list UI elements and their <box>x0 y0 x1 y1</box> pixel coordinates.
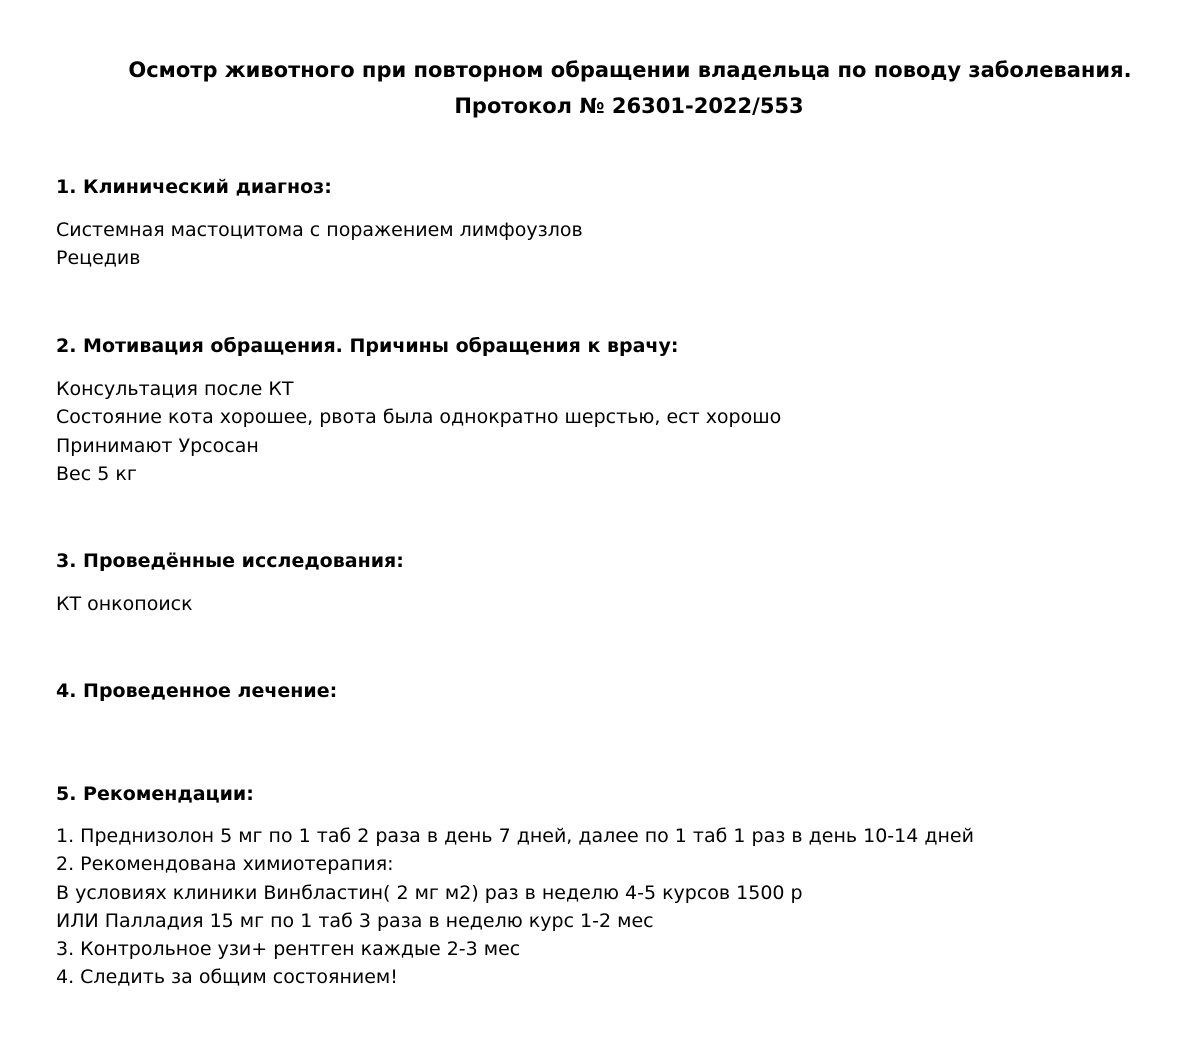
section-heading-studies: 3. Проведённые исследования: <box>56 550 404 572</box>
section-heading-diagnosis: 1. Клинический диагноз: <box>56 176 332 198</box>
section-heading-motivation: 2. Мотивация обращения. Причины обращения к врачу: <box>56 335 679 357</box>
section-body-motivation <box>56 375 781 488</box>
text-line: Консультация после КТ <box>56 378 294 400</box>
text-line: КТ онкопоиск <box>56 593 193 615</box>
section-body-diagnosis <box>56 216 583 273</box>
text-line: 2. Рекомендована химиотерапия: <box>56 853 394 876</box>
section-body-recommendations <box>56 822 974 992</box>
text-line: ИЛИ Палладия 15 мг по 1 таб 3 раза в неделю курс 1-2 мес <box>56 909 654 932</box>
text-line: 3. Контрольное узи+ рентген каждые 2-3 мес <box>56 938 521 961</box>
text-line: Вес 5 кг <box>56 462 137 485</box>
text-line: Состояние кота хорошее, рвота была однократно шерстью, ест хорошо <box>56 406 782 429</box>
section-body-studies <box>56 590 193 618</box>
text-line: 4. Следить за общим состоянием! <box>56 966 398 989</box>
document-title: Осмотр животного при повторном обращении владельца по поводу заболевания. <box>128 58 1132 82</box>
text-line: Системная мастоцитома с поражением лимфоузлов <box>56 219 583 241</box>
section-heading-recommendations: 5. Рекомендации: <box>56 783 254 805</box>
text-line: В условиях клиники Винбластин( 2 мг м2) раз в неделю 4-5 курсов 1500 р <box>56 881 803 904</box>
text-line: 1. Преднизолон 5 мг по 1 таб 2 раза в день 7 дней, далее по 1 таб 1 раз в день 10-14 дней <box>56 825 974 847</box>
protocol-number: Протокол № 26301-2022/553 <box>454 94 804 118</box>
section-heading-treatment: 4. Проведенное лечение: <box>56 680 338 702</box>
text-line: Принимают Урсосан <box>56 434 259 457</box>
text-line: Рецедив <box>56 247 141 270</box>
